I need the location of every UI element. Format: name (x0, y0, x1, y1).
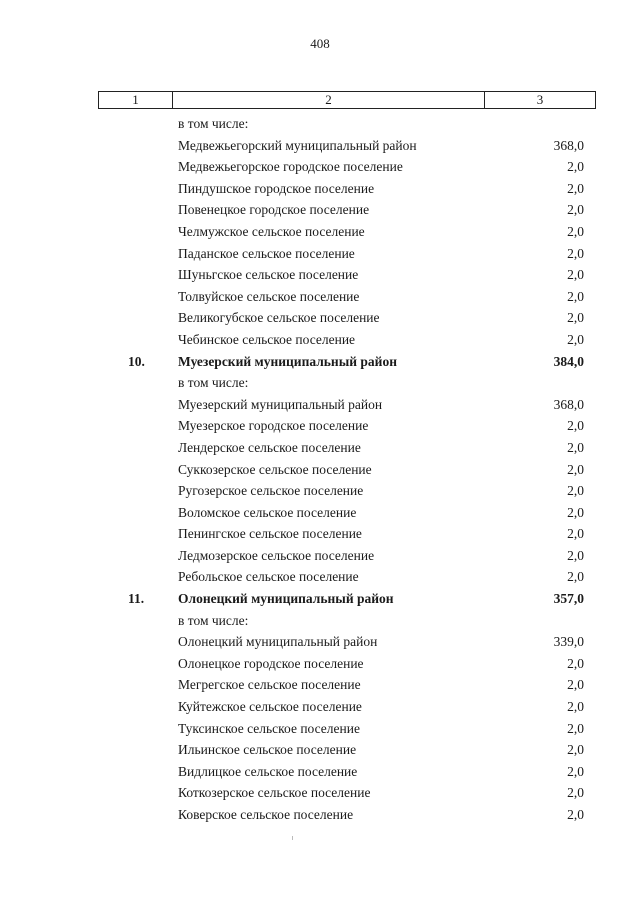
table-row (0, 502, 640, 524)
row-name: Медвежьегорское городское поселение (178, 159, 403, 175)
row-name: Повенецкое городское поселение (178, 202, 370, 218)
row-name: Олонецкий муниципальный район (178, 634, 378, 650)
row-name: Мегрегское сельское поселение (178, 677, 361, 693)
table-row (0, 718, 640, 740)
row-value: 2,0 (567, 202, 584, 218)
row-name: Коверское сельское поселение (178, 807, 354, 822)
table-row (0, 372, 640, 394)
table-row (0, 113, 640, 135)
row-value: 2,0 (567, 288, 584, 304)
row-name: Олонецкий муниципальный район (178, 591, 394, 607)
table-row (0, 761, 640, 783)
row-value: 2,0 (567, 547, 584, 563)
row-name: Муезерский муниципальный район (178, 396, 383, 412)
table-row (0, 588, 640, 610)
row-name: Великогубское сельское поселение (178, 310, 380, 326)
row-value: 384,0 (553, 353, 584, 369)
table-row (0, 523, 640, 545)
row-value: 2,0 (567, 699, 584, 715)
row-value: 2,0 (567, 742, 584, 758)
table-row (0, 610, 640, 632)
row-value: 2,0 (567, 223, 584, 239)
table-row (0, 351, 640, 373)
row-value: 2,0 (567, 483, 584, 499)
table-row (0, 415, 640, 437)
row-name: Муезерское городское поселение (178, 418, 369, 434)
row-name: Ледмозерское сельское поселение (178, 547, 375, 563)
row-name: Шуньгское сельское поселение (178, 267, 359, 283)
table-row (0, 480, 640, 502)
row-name: Коткозерское сельское поселение (178, 785, 371, 801)
row-number: 10. (128, 353, 145, 369)
row-number: 11. (128, 591, 145, 607)
table-row (0, 156, 640, 178)
row-name: Куйтежское сельское поселение (178, 699, 362, 715)
row-name: Чебинское сельское поселение (178, 331, 356, 347)
table-row (0, 307, 640, 329)
row-name: Паданское сельское поселение (178, 245, 355, 261)
row-name: в том числе: (178, 375, 249, 391)
table-row (0, 674, 640, 696)
row-value: 2,0 (567, 569, 584, 585)
table-row (0, 804, 640, 826)
table-row (0, 329, 640, 351)
table-row (0, 264, 640, 286)
table-row (0, 653, 640, 675)
row-value: 339,0 (553, 634, 584, 650)
row-value: 2,0 (567, 526, 584, 542)
row-value: 2,0 (567, 310, 584, 326)
row-value: 2,0 (567, 763, 584, 779)
row-value: 2,0 (567, 807, 584, 822)
table-row (0, 566, 640, 588)
row-name: Лендерское сельское поселение (178, 439, 361, 455)
row-value: 2,0 (567, 504, 584, 520)
table-row (0, 286, 640, 308)
table-row (0, 243, 640, 265)
table-row (0, 199, 640, 221)
table-row (0, 739, 640, 761)
row-name: Воломское сельское поселение (178, 504, 357, 520)
page-number: 408 (310, 36, 330, 51)
scan-mark (292, 836, 293, 840)
row-value: 2,0 (567, 655, 584, 671)
row-name: в том числе: (178, 612, 249, 628)
row-name: Муезерский муниципальный район (178, 353, 397, 369)
table-row (0, 437, 640, 459)
row-name: Медвежьегорский муниципальный район (178, 137, 417, 153)
row-value: 368,0 (553, 396, 584, 412)
row-value: 2,0 (567, 461, 584, 477)
row-name: Ругозерское сельское поселение (178, 483, 364, 499)
row-value: 2,0 (567, 180, 584, 196)
table-row (0, 459, 640, 481)
table-row (0, 135, 640, 157)
table-row (0, 221, 640, 243)
row-name: Ильинское сельское поселение (178, 742, 357, 758)
table-row (0, 631, 640, 653)
row-name: Суккозерское сельское поселение (178, 461, 372, 477)
table-row (0, 545, 640, 567)
row-value: 2,0 (567, 267, 584, 283)
table-row (0, 178, 640, 200)
row-value: 368,0 (553, 137, 584, 153)
row-value: 2,0 (567, 720, 584, 736)
table-header-col-3: 3 (536, 92, 544, 107)
table-header-row (98, 91, 596, 109)
row-value: 357,0 (553, 591, 584, 607)
row-name: в том числе: (178, 116, 249, 131)
row-name: Пиндушское городское поселение (178, 180, 375, 196)
row-name: Ребольское сельское поселение (178, 569, 359, 585)
row-value: 2,0 (567, 677, 584, 693)
row-name: Толвуйское сельское поселение (178, 288, 360, 304)
row-value: 2,0 (567, 331, 584, 347)
table-row (0, 394, 640, 416)
table-row (0, 696, 640, 718)
row-value: 2,0 (567, 159, 584, 175)
row-name: Челмужское сельское поселение (178, 223, 365, 239)
row-value: 2,0 (567, 785, 584, 801)
row-value: 2,0 (567, 418, 584, 434)
row-name: Туксинское сельское поселение (178, 720, 360, 736)
row-name: Пенингское сельское поселение (178, 526, 362, 542)
row-value: 2,0 (567, 439, 584, 455)
row-name: Видлицкое сельское поселение (178, 763, 358, 779)
table-body (0, 113, 640, 826)
table-row (0, 782, 640, 804)
table-header-col-1: 1 (99, 92, 173, 108)
row-value: 2,0 (567, 245, 584, 261)
table-header-col-2: 2 (173, 92, 485, 108)
row-name: Олонецкое городское поселение (178, 655, 364, 671)
